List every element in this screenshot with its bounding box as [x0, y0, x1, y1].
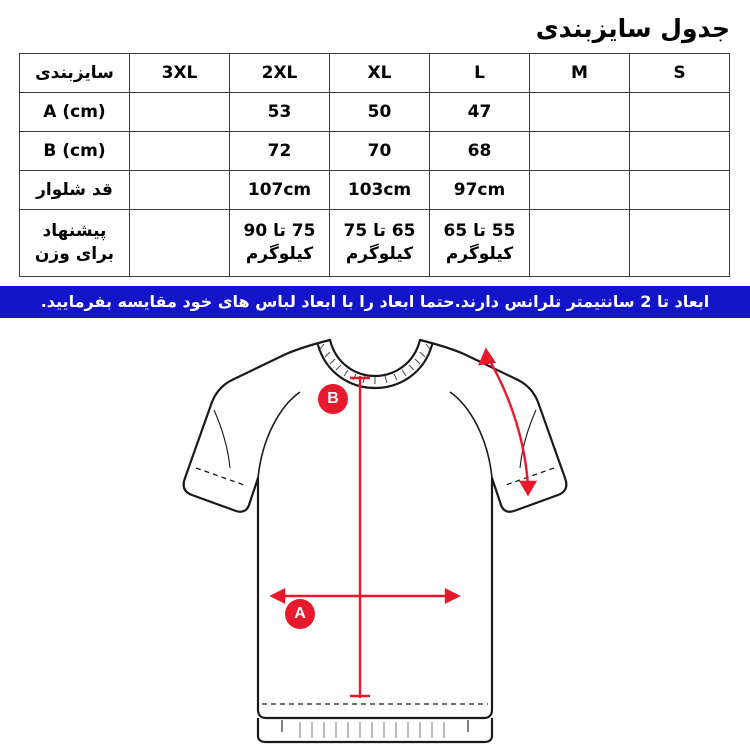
cell-b-xl: 70: [330, 132, 430, 171]
cell-a-xl: 50: [330, 93, 430, 132]
table-row: [20, 132, 730, 171]
cell-weight-l: [430, 210, 530, 277]
row-label-a: A (cm): [20, 93, 130, 132]
tolerance-notice: ابعاد تا 2 سانتیمتر تلرانس دارند.حتما ابعاد را با ابعاد لباس های خود مقایسه بفرمایید.: [0, 286, 750, 318]
cell-weight-xl: [330, 210, 430, 277]
table-row: [20, 210, 730, 277]
cell-weight-s: [630, 210, 730, 277]
cell-pants-3xl: [130, 171, 230, 210]
cell-weight-2xl-line2: کیلوگرم: [245, 244, 314, 264]
size-table: [19, 53, 730, 277]
cell-weight-l-line2: کیلوگرم: [445, 244, 514, 264]
row-label-weight-line2: برای وزن: [34, 244, 115, 264]
cell-weight-xl-line2: کیلوگرم: [345, 244, 414, 264]
row-label-b: B (cm): [20, 132, 130, 171]
column-header-l: L: [430, 54, 530, 93]
cell-b-2xl: 72: [230, 132, 330, 171]
cell-pants-xl: 103cm: [330, 171, 430, 210]
column-header-2xl: 2XL: [230, 54, 330, 93]
cell-a-3xl: [130, 93, 230, 132]
cell-weight-l-line1: 55 تا 65: [443, 221, 516, 242]
cell-weight-2xl-line1: 75 تا 90: [243, 221, 316, 242]
badge-a: A: [285, 599, 315, 629]
column-header-xl: XL: [330, 54, 430, 93]
cell-a-l: 47: [430, 93, 530, 132]
cell-weight-xl-line1: 65 تا 75: [343, 221, 416, 242]
cell-weight-m: [530, 210, 630, 277]
page-title: جدول سایزبندی: [535, 14, 730, 43]
cell-pants-2xl: 107cm: [230, 171, 330, 210]
column-header-corner: سایزبندی: [20, 54, 130, 93]
row-label-pants-length: قد شلوار: [20, 171, 130, 210]
tshirt-measurement-diagram: [0, 318, 750, 748]
cell-a-m: [530, 93, 630, 132]
cell-a-2xl: 53: [230, 93, 330, 132]
row-label-weight-suggestion: [20, 210, 130, 277]
cell-b-m: [530, 132, 630, 171]
column-header-s: S: [630, 54, 730, 93]
row-label-weight-line1: پیشنهاد: [42, 221, 107, 242]
size-table-container: [0, 53, 750, 277]
cell-a-s: [630, 93, 730, 132]
cell-b-l: 68: [430, 132, 530, 171]
cell-weight-3xl: [130, 210, 230, 277]
cell-b-s: [630, 132, 730, 171]
table-header-row: [20, 54, 730, 93]
badge-b: B: [318, 384, 348, 414]
cell-b-3xl: [130, 132, 230, 171]
cell-pants-l: 97cm: [430, 171, 530, 210]
cell-pants-m: [530, 171, 630, 210]
column-header-m: M: [530, 54, 630, 93]
table-row: [20, 93, 730, 132]
cell-pants-s: [630, 171, 730, 210]
cell-weight-2xl: [230, 210, 330, 277]
column-header-3xl: 3XL: [130, 54, 230, 93]
table-row: [20, 171, 730, 210]
